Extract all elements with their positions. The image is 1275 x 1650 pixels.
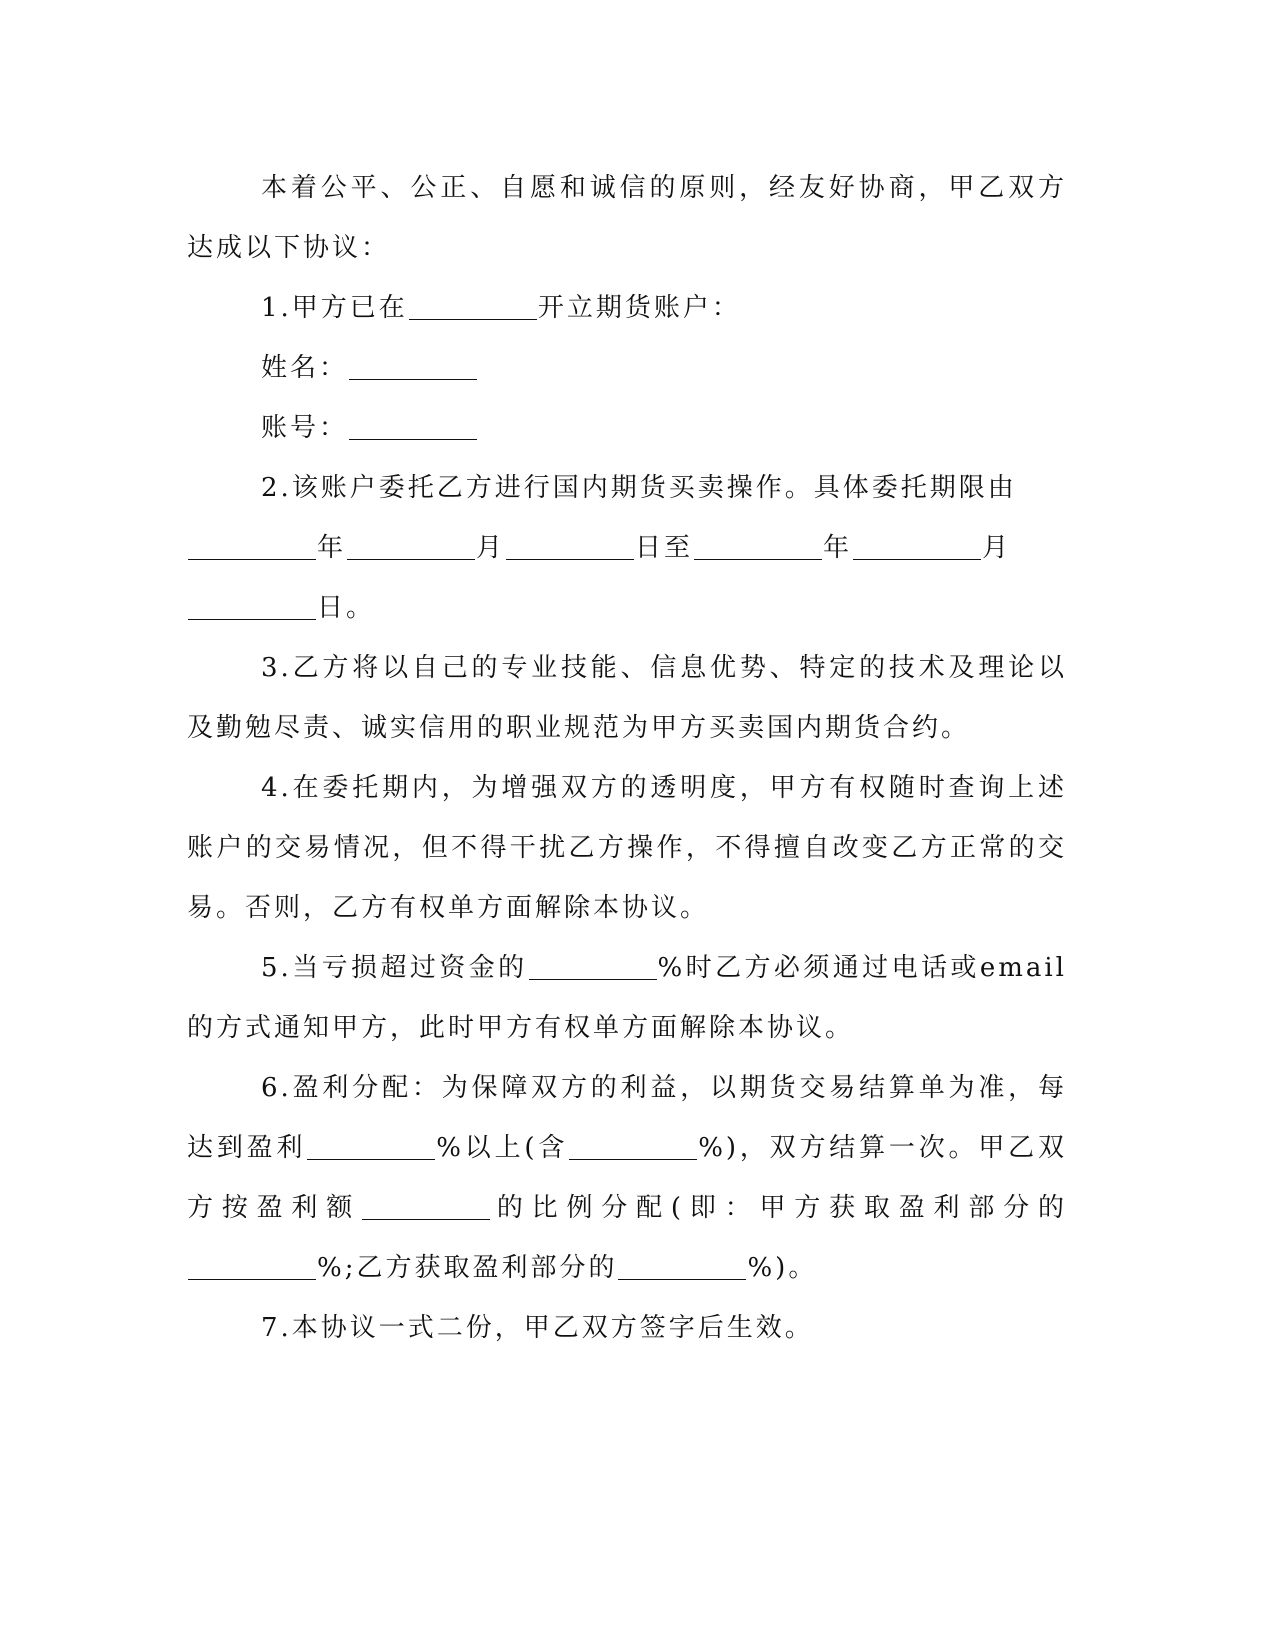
blank-party-a-share bbox=[188, 1253, 316, 1280]
blank-account bbox=[349, 413, 477, 440]
intro-text: 本着公平、公正、自愿和诚信的原则，经友好协商，甲乙双方达成以下协议： bbox=[187, 173, 1067, 263]
blank-broker bbox=[409, 293, 537, 320]
clause-1 bbox=[187, 278, 1067, 338]
clause-7 bbox=[187, 1298, 1067, 1358]
clause-1-text-b: 开立期货账户： bbox=[537, 293, 741, 323]
clause-3 bbox=[187, 638, 1067, 758]
clause-6-text-f: %)。 bbox=[747, 1253, 818, 1283]
document-page bbox=[187, 158, 1067, 1358]
name-label: 姓名： bbox=[261, 353, 349, 383]
blank-start-month bbox=[347, 533, 475, 560]
blank-start-day bbox=[506, 533, 634, 560]
clause-1-text-a: 1.甲方已在 bbox=[261, 293, 408, 323]
clause-5-text-a: 5.当亏损超过资金的 bbox=[261, 953, 528, 983]
blank-party-b-share bbox=[618, 1253, 746, 1280]
clause-2-text-a: 2.该账户委托乙方进行国内期货买卖操作。具体委托期限由 bbox=[261, 473, 1017, 503]
clause-6-text-a: 6.盈利分配：为保障双方的利益，以期货交易结算单为准，每达到盈利 bbox=[187, 1073, 1067, 1163]
clause-6-text-e: %;乙方获取盈利部分的 bbox=[317, 1253, 618, 1283]
account-line bbox=[187, 398, 1067, 458]
clause-6-text-d: 的比例分配(即：甲方获取盈利部分的 bbox=[491, 1193, 1067, 1223]
blank-start-year bbox=[188, 533, 316, 560]
clause-6 bbox=[187, 1058, 1067, 1298]
blank-end-year bbox=[694, 533, 822, 560]
clause-5 bbox=[187, 938, 1067, 1058]
blank-end-month bbox=[853, 533, 981, 560]
clause-3-text: 3.乙方将以自己的专业技能、信息优势、特定的技术及理论以及勤勉尽责、诚实信用的职业规范为甲方买卖国内期货合约。 bbox=[187, 653, 1067, 743]
clause-7-text: 7.本协议一式二份，甲乙双方签字后生效。 bbox=[261, 1313, 814, 1343]
blank-end-day bbox=[188, 593, 316, 620]
start-day-label: 日至 bbox=[635, 533, 694, 563]
clause-6-text-b: %以上(含 bbox=[436, 1133, 569, 1163]
intro-paragraph bbox=[187, 158, 1067, 278]
clause-5-text-b: %时乙方必须通过电话或email的方式通知甲方，此时甲方有权单方面解除本协议。 bbox=[187, 953, 1067, 1043]
account-label: 账号： bbox=[261, 413, 349, 443]
clause-6-text-c: %)，双方结算一次。甲乙双方按盈利额 bbox=[187, 1133, 1067, 1223]
name-line bbox=[187, 338, 1067, 398]
clause-4 bbox=[187, 758, 1067, 938]
clause-2 bbox=[187, 458, 1067, 638]
start-month-label: 月 bbox=[476, 533, 506, 563]
blank-profit-threshold bbox=[307, 1133, 435, 1160]
start-year-label: 年 bbox=[317, 533, 347, 563]
end-year-label: 年 bbox=[823, 533, 853, 563]
end-day-label: 日。 bbox=[317, 593, 376, 623]
blank-name bbox=[349, 353, 477, 380]
clause-4-text: 4.在委托期内，为增强双方的透明度，甲方有权随时查询上述账户的交易情况，但不得干扰乙方操作，不得擅自改变乙方正常的交易。否则，乙方有权单方面解除本协议。 bbox=[187, 773, 1067, 923]
end-month-label: 月 bbox=[982, 533, 1012, 563]
blank-profit-ratio bbox=[362, 1193, 490, 1220]
blank-loss-percent bbox=[529, 953, 657, 980]
blank-profit-inclusive bbox=[569, 1133, 697, 1160]
